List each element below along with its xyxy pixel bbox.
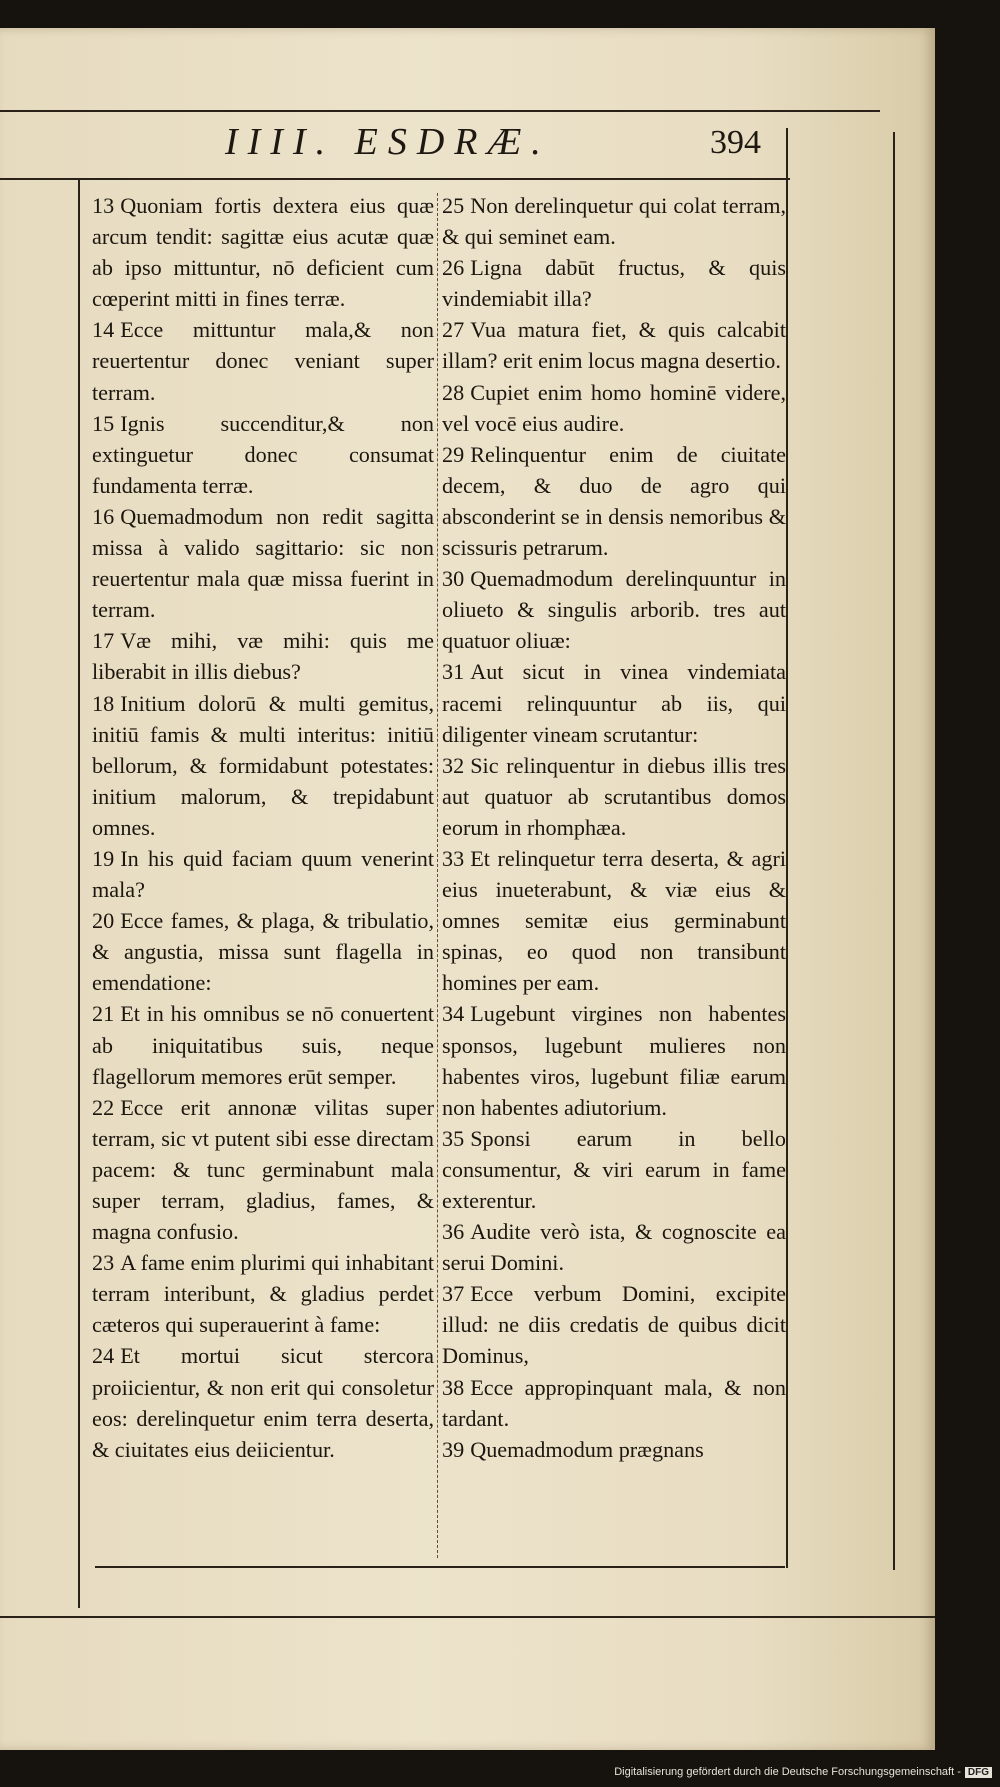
verse-text: Initium dolorū & multi gemitus, initiū famis & multi interitus: initiū bellorum, & formidabunt potestates: initium malorum, & trepidabunt omnes. (92, 690, 434, 840)
verse-number: 25 (442, 193, 465, 218)
verse-text: Ecce mittuntur mala,& non reuertentur donec veniant super terram. (92, 317, 434, 405)
verse-number: 15 (92, 410, 115, 436)
verse (92, 190, 434, 314)
verse (442, 314, 786, 376)
verse-number: 39 (442, 1436, 465, 1462)
verse-number: 30 (442, 566, 465, 592)
right-margin-rule (786, 128, 788, 1568)
verse-number: 33 (442, 845, 465, 871)
verse-text: Aut sicut in vinea vindemiata racemi relinquuntur ab iis, qui diligenter vineam scrutantur: (442, 659, 786, 747)
left-column (92, 190, 434, 1465)
verse-number: 18 (92, 690, 115, 716)
verse-number: 14 (92, 317, 115, 343)
verse-number: 32 (442, 752, 465, 778)
column-divider (437, 193, 438, 1558)
verse-text: A fame enim plurimi qui inhabitant terram interibunt, & gladius perdet cæteros qui superauerint à fame: (92, 1250, 434, 1338)
verse-text: Lugebunt virgines non habentes sponsos, lugebunt mulieres non habentes viros, lugebunt filiæ earum non habentes adiutorium. (442, 1001, 786, 1120)
right-column (442, 190, 786, 1465)
verse (442, 1372, 786, 1434)
verse (442, 1434, 786, 1465)
bottom-rule (95, 1566, 785, 1568)
verse-number: 16 (92, 503, 115, 529)
verse-text: Audite verò ista, & cognoscite ea serui Domini. (442, 1219, 786, 1276)
verse-number: 22 (92, 1094, 115, 1120)
verse-number: 24 (92, 1343, 115, 1369)
running-title: IIII. ESDRÆ. (225, 121, 551, 163)
left-margin-rule (78, 178, 80, 1608)
verse-text: Quoniam fortis dextera eius quæ arcum tendit: sagittæ eius acutæ quæ ab ipso mittuntur, nō deficient cum cœperint mitti in fines terræ. (92, 193, 434, 312)
verse (92, 843, 434, 905)
verse-text: Quemadmodum derelinquuntur in oliueto & singulis arborib. tres aut quatuor oliuæ: (442, 566, 786, 654)
verse-number: 17 (92, 628, 115, 654)
verse-text: Ecce verbum Domini, excipite illud: ne diis credatis de quibus dicit Dominus, (442, 1281, 786, 1369)
verse-number: 37 (442, 1281, 465, 1307)
verse-number: 23 (92, 1250, 115, 1276)
verse (442, 377, 786, 439)
verse-text: Non derelinquetur qui colat terram, & qui seminet eam. (442, 193, 786, 250)
verse (92, 408, 434, 501)
verse-number: 21 (92, 1001, 115, 1027)
verse-text: Sic relinquentur in diebus illis tres aut quatuor ab scrutantibus domos eorum in rhomphæa. (442, 752, 786, 840)
verse (92, 1340, 434, 1464)
verse-text: Et mortui sicut stercora proiicientur, & non erit qui consoletur eos: derelinquetur enim terra deserta, & ciuitates eius deiicientur. (92, 1343, 434, 1462)
verse-text: Sponsi earum in bello consumentur, & viri earum in fame exterentur. (442, 1125, 786, 1213)
verse-number: 31 (442, 659, 465, 685)
verse-number: 29 (442, 441, 465, 467)
verse-text: Ligna dabūt fructus, & quis vindemiabit illa? (442, 255, 786, 312)
verse-text: In his quid faciam quum venerint mala? (92, 845, 434, 903)
verse (92, 625, 434, 687)
verse (92, 501, 434, 625)
bottom-frame-rule (0, 1616, 935, 1618)
verse (442, 656, 786, 749)
verse (92, 688, 434, 843)
verse (442, 563, 786, 656)
verse-number: 19 (92, 845, 115, 871)
page-number: 394 (710, 124, 761, 161)
verse-number: 35 (442, 1125, 465, 1151)
verse-text: Relinquentur enim de ciuitate decem, & duo de agro qui absconderint se in densis nemoribus & scissuris petrarum. (442, 441, 786, 561)
outer-margin-rule (893, 132, 895, 1570)
digitization-credit (614, 1766, 992, 1778)
verse (442, 439, 786, 563)
verse-text: Ecce appropinquant mala, & non tardant. (442, 1374, 786, 1431)
verse-number: 28 (442, 379, 465, 405)
verse-number: 27 (442, 317, 465, 343)
page-header (0, 120, 800, 176)
verse (92, 1092, 434, 1247)
verse (92, 1247, 434, 1340)
verse-text: Quemadmodum non redit sagitta missa à valido sagittario: sic non reuertentur mala quæ missa fuerint in terram. (92, 503, 434, 623)
verse (92, 998, 434, 1091)
verse (442, 750, 786, 843)
verse (442, 252, 786, 314)
verse-text: Quemadmodum prægnans (470, 1436, 704, 1462)
verse-number: 26 (442, 255, 465, 281)
dfg-logo: DFG (965, 1767, 992, 1778)
verse-number: 36 (442, 1219, 465, 1245)
verse-number: 34 (442, 1001, 465, 1027)
verse (442, 843, 786, 998)
verse-text: Vua matura fiet, & quis calcabit illam? erit enim locus magna desertio. (442, 317, 786, 374)
verse (442, 998, 786, 1122)
verse (92, 905, 434, 998)
verse-text: Et relinquetur terra deserta, & agri eius inueterabunt, & viæ eius & omnes semitæ eius germinabunt spinas, eo quod non transibunt homines per eam. (442, 845, 786, 996)
verse-text: Ignis succenditur,& non extinguetur donec consumat fundamenta terræ. (92, 410, 434, 498)
verse-number: 20 (92, 908, 115, 934)
header-rule (0, 178, 790, 180)
credit-text: Digitalisierung gefördert durch die Deutsche Forschungsgemeinschaft - (614, 1766, 961, 1778)
verse (442, 1278, 786, 1371)
verse-text: Cupiet enim homo hominē videre, vel vocē eius audire. (442, 379, 786, 436)
verse-number: 13 (92, 193, 115, 218)
book-page (0, 28, 935, 1750)
verse-text: Ecce fames, & plaga, & tribulatio, & angustia, missa sunt flagella in emendatione: (92, 908, 434, 996)
top-frame-rule (0, 110, 880, 112)
verse (442, 1123, 786, 1216)
verse-number: 38 (442, 1374, 465, 1400)
verse-text: Væ mihi, væ mihi: quis me liberabit in illis diebus? (92, 628, 434, 685)
verse-text: Ecce erit annonæ vilitas super terram, sic vt putent sibi esse directam pacem: & tunc germinabunt mala super terram, gladius, fames, & magna confusio. (92, 1094, 434, 1245)
verse-text: Et in his omnibus se nō conuertent ab iniquitatibus suis, neque flagellorum memores erūt semper. (92, 1001, 434, 1089)
verse (442, 1216, 786, 1278)
verse (442, 190, 786, 252)
verse (92, 314, 434, 407)
